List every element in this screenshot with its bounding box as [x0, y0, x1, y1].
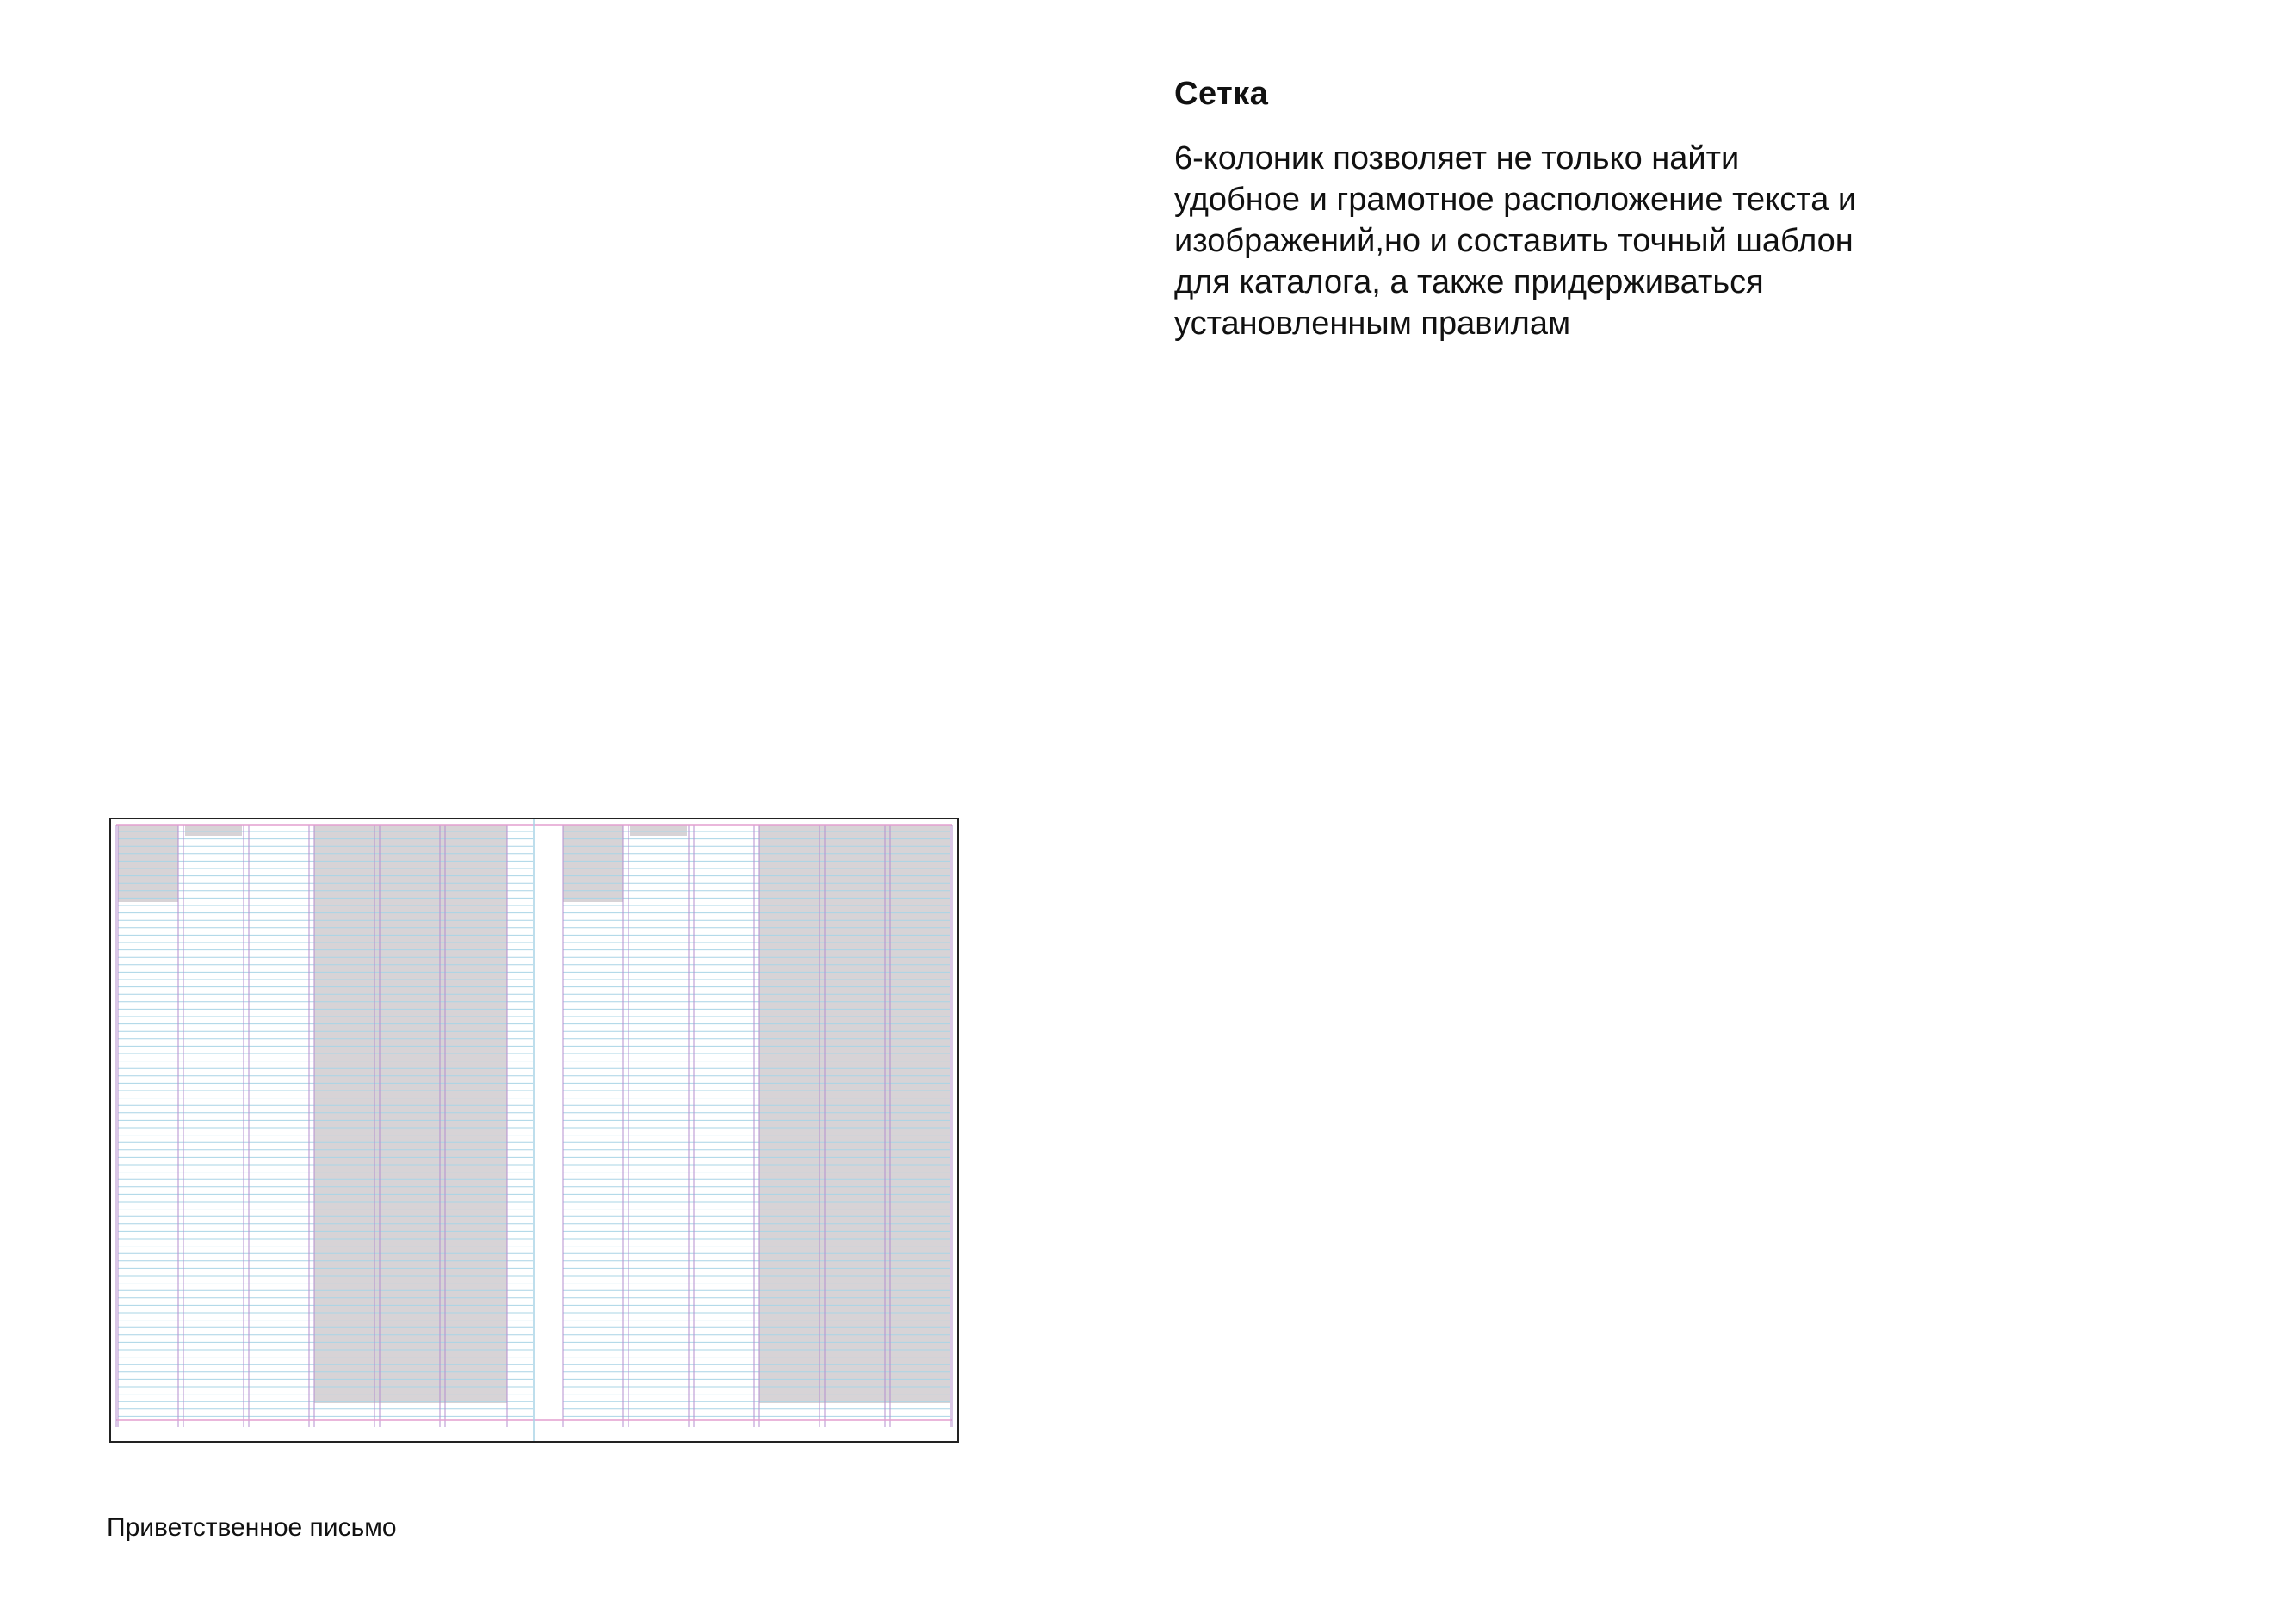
grid-fill-block: [314, 825, 507, 1403]
grid-fill-block: [759, 825, 950, 1403]
figure-caption: Приветственное письмо: [107, 1513, 397, 1542]
grid-layout-diagram: [111, 819, 957, 1441]
section-heading: Сетка: [1174, 76, 1269, 112]
section-description: 6-колоник позволяет не только найти удобное и грамотное расположение текста и изображений,но и составить точный шаблон для каталога, а также придерживаться установленным правилам: [1174, 140, 1857, 342]
grid-layout-figure: [109, 818, 959, 1443]
grid-fill-block: [185, 825, 242, 836]
grid-fill-block: [630, 825, 687, 836]
